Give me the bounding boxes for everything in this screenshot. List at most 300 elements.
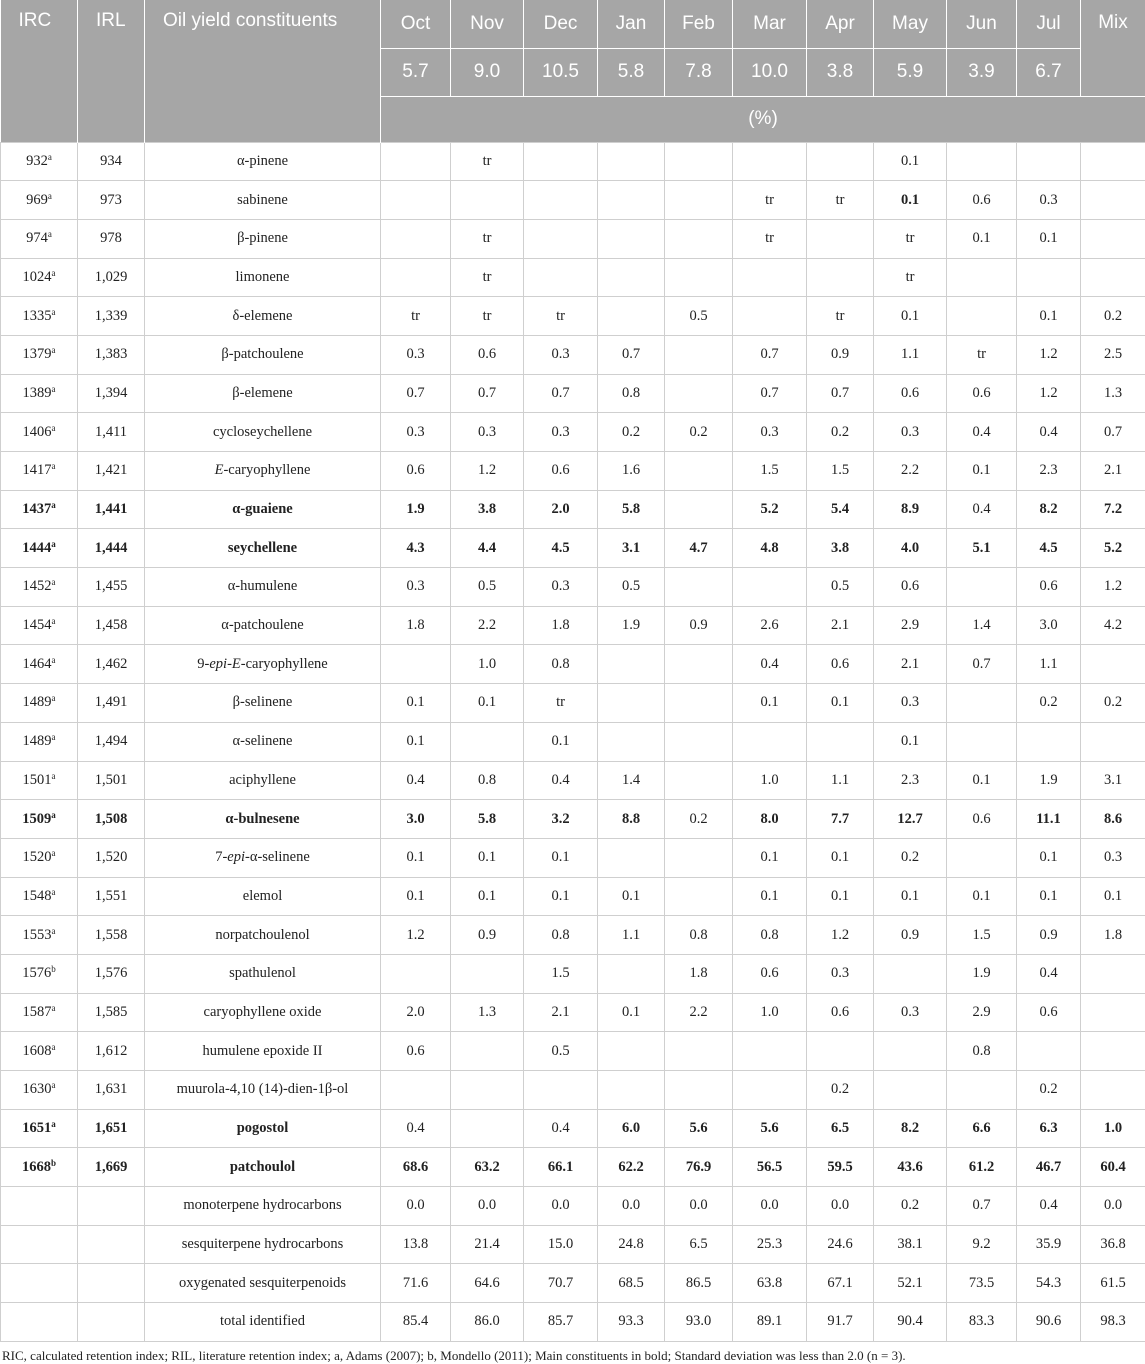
cell-value: 5.6	[733, 1109, 807, 1148]
cell-irl: 1,029	[78, 258, 145, 297]
irc-source-marker: a	[48, 191, 52, 201]
cell-value: 0.2	[665, 800, 733, 839]
cell-value	[451, 722, 524, 761]
cell-constituent: α-bulnesene	[145, 800, 381, 839]
cell-value: 0.6	[947, 374, 1017, 413]
cell-value: 1.4	[598, 761, 665, 800]
cell-value: 0.6	[1017, 993, 1081, 1032]
table-row	[1, 645, 1145, 684]
irc-source-marker: a	[52, 384, 56, 394]
cell-value: 0.1	[947, 877, 1017, 916]
cell-value	[733, 722, 807, 761]
cell-value: 0.7	[947, 1187, 1017, 1226]
cell-value: 86.0	[451, 1303, 524, 1342]
cell-value: 0.1	[381, 877, 451, 916]
cell-irc	[1, 838, 78, 877]
cell-value: 86.5	[665, 1264, 733, 1303]
cell-value: 0.0	[665, 1187, 733, 1226]
cell-value: 8.2	[1017, 490, 1081, 529]
irc-value: 1630	[23, 1081, 52, 1097]
cell-value: 0.5	[451, 568, 524, 607]
irc-value: 1553	[23, 927, 52, 943]
cell-constituent: muurola-4,10 (14)-dien-1β-ol	[145, 1071, 381, 1110]
irc-value: 1509	[22, 811, 51, 827]
cell-irc	[1, 993, 78, 1032]
cell-value: 0.0	[598, 1187, 665, 1226]
cell-irc	[1, 490, 78, 529]
cell-irl: 1,520	[78, 838, 145, 877]
cell-value	[807, 142, 874, 181]
cell-value: 12.7	[874, 800, 947, 839]
table-row	[1, 800, 1145, 839]
cell-value: 0.1	[733, 684, 807, 723]
cell-value: 0.1	[874, 181, 947, 220]
cell-value: tr	[733, 181, 807, 220]
cell-value	[665, 568, 733, 607]
irc-source-marker: a	[48, 229, 52, 239]
cell-value: 71.6	[381, 1264, 451, 1303]
cell-value	[947, 684, 1017, 723]
cell-value: 1.2	[1017, 335, 1081, 374]
cell-value: 73.5	[947, 1264, 1017, 1303]
cell-irl: 1,576	[78, 954, 145, 993]
cell-value: 2.0	[381, 993, 451, 1032]
cell-value	[874, 1071, 947, 1110]
cell-value	[665, 645, 733, 684]
cell-value: 13.8	[381, 1225, 451, 1264]
cell-value: 36.8	[1081, 1225, 1145, 1264]
irc-source-marker: a	[52, 887, 56, 897]
cell-value: 91.7	[807, 1303, 874, 1342]
cell-value: 0.1	[947, 219, 1017, 258]
cell-constituent: β-selinene	[145, 684, 381, 723]
cell-value: 3.0	[381, 800, 451, 839]
cell-irc	[1, 568, 78, 607]
cell-value: 52.1	[874, 1264, 947, 1303]
cell-constituent: cycloseychellene	[145, 413, 381, 452]
cell-value: 0.2	[665, 413, 733, 452]
cell-value: 0.5	[665, 297, 733, 336]
cell-value	[665, 1032, 733, 1071]
header-yield: 10.5	[524, 48, 598, 96]
cell-value: 0.3	[451, 413, 524, 452]
irc-source-marker: a	[51, 500, 56, 510]
cell-value: 0.3	[807, 954, 874, 993]
cell-value: 70.7	[524, 1264, 598, 1303]
cell-value: 38.1	[874, 1225, 947, 1264]
irc-value: 1489	[23, 694, 52, 710]
cell-constituent: α-pinene	[145, 142, 381, 181]
cell-value	[598, 684, 665, 723]
irc-source-marker: a	[52, 693, 56, 703]
cell-irl: 1,383	[78, 335, 145, 374]
cell-irl	[78, 1225, 145, 1264]
cell-value: 7.7	[807, 800, 874, 839]
cell-value: tr	[451, 258, 524, 297]
header-yield: 5.7	[381, 48, 451, 96]
cell-value	[947, 722, 1017, 761]
cell-value: 1.4	[947, 606, 1017, 645]
cell-value	[1081, 645, 1145, 684]
header-month: Nov	[451, 0, 524, 48]
cell-value: 0.4	[524, 1109, 598, 1148]
cell-irl: 1,558	[78, 916, 145, 955]
cell-value	[451, 1109, 524, 1148]
irc-source-marker: a	[52, 616, 56, 626]
cell-value	[665, 142, 733, 181]
cell-value: 66.1	[524, 1148, 598, 1187]
cell-constituent: seychellene	[145, 529, 381, 568]
cell-constituent	[145, 452, 381, 491]
cell-value: 4.5	[1017, 529, 1081, 568]
cell-value: 0.0	[1081, 1187, 1145, 1226]
cell-value: 0.1	[451, 684, 524, 723]
cell-value: 0.6	[947, 181, 1017, 220]
cell-value	[381, 219, 451, 258]
cell-value: 46.7	[1017, 1148, 1081, 1187]
cell-irc	[1, 800, 78, 839]
header-yield: 3.8	[807, 48, 874, 96]
cell-value: 4.8	[733, 529, 807, 568]
cell-value	[807, 1032, 874, 1071]
cell-value: 1.5	[524, 954, 598, 993]
irc-value: 1464	[23, 656, 52, 672]
cell-value: 2.9	[947, 993, 1017, 1032]
cell-value	[598, 1071, 665, 1110]
cell-value: 0.3	[874, 993, 947, 1032]
cell-value: 0.6	[451, 335, 524, 374]
cell-value: 0.1	[874, 722, 947, 761]
cell-value: 0.4	[1017, 413, 1081, 452]
cell-value: 2.6	[733, 606, 807, 645]
cell-irl: 1,494	[78, 722, 145, 761]
irc-source-marker: a	[52, 268, 56, 278]
cell-value: tr	[807, 297, 874, 336]
table-row	[1, 1225, 1145, 1264]
cell-value: 0.1	[874, 297, 947, 336]
irc-value: 1389	[23, 385, 52, 401]
cell-value: tr	[733, 219, 807, 258]
cell-irc	[1, 1264, 78, 1303]
cell-value: 2.1	[1081, 452, 1145, 491]
irc-source-marker: b	[51, 964, 56, 974]
cell-value: 1.5	[947, 916, 1017, 955]
table-row	[1, 1032, 1145, 1071]
cell-constituent: spathulenol	[145, 954, 381, 993]
irc-source-marker: a	[52, 345, 56, 355]
cell-value: 5.2	[1081, 529, 1145, 568]
cell-value: 0.1	[524, 722, 598, 761]
cell-value: 60.4	[1081, 1148, 1145, 1187]
header-yield: 6.7	[1017, 48, 1081, 96]
cell-value	[1081, 258, 1145, 297]
table-row	[1, 297, 1145, 336]
cell-irl: 1,669	[78, 1148, 145, 1187]
table-footnote: RIC, calculated retention index; RIL, literature retention index; a, Adams (2007); b, Mondello (2011); Main constituents in bold; Standard deviation was less than 2.0 (n = 3).	[0, 1342, 1145, 1364]
cell-constituent	[145, 838, 381, 877]
irc-value: 1668	[22, 1159, 51, 1175]
cell-value: 0.2	[1017, 684, 1081, 723]
cell-value: 0.7	[524, 374, 598, 413]
cell-value: 0.2	[874, 838, 947, 877]
cell-value: 0.2	[1081, 684, 1145, 723]
cell-value: 2.3	[1017, 452, 1081, 491]
cell-irc	[1, 374, 78, 413]
cell-value: tr	[381, 297, 451, 336]
cell-value: 0.3	[524, 568, 598, 607]
cell-value: tr	[451, 219, 524, 258]
cell-value: 9.2	[947, 1225, 1017, 1264]
cell-value: 0.3	[1081, 838, 1145, 877]
cell-value: 1.6	[598, 452, 665, 491]
cell-irl: 1,394	[78, 374, 145, 413]
cell-value	[947, 297, 1017, 336]
cell-value	[598, 181, 665, 220]
cell-value	[451, 1071, 524, 1110]
cell-irl: 1,651	[78, 1109, 145, 1148]
cell-value: 0.0	[524, 1187, 598, 1226]
cell-value: 3.8	[451, 490, 524, 529]
cell-value: 1.2	[807, 916, 874, 955]
cell-irc	[1, 606, 78, 645]
cell-value: 5.8	[598, 490, 665, 529]
cell-value: 0.2	[807, 413, 874, 452]
cell-value: 0.1	[733, 877, 807, 916]
header-month: Jan	[598, 0, 665, 48]
cell-value: 0.9	[1017, 916, 1081, 955]
cell-value: 0.1	[451, 838, 524, 877]
cell-value: 2.2	[665, 993, 733, 1032]
cell-value	[665, 219, 733, 258]
table-row	[1, 568, 1145, 607]
cell-value: 8.9	[874, 490, 947, 529]
cell-value: 0.4	[381, 1109, 451, 1148]
cell-value: 0.3	[874, 413, 947, 452]
cell-value	[451, 181, 524, 220]
cell-value	[665, 1071, 733, 1110]
cell-value	[524, 258, 598, 297]
cell-value: 0.1	[874, 877, 947, 916]
cell-value: tr	[524, 684, 598, 723]
header-mix: Mix	[1081, 0, 1145, 96]
cell-value: 98.3	[1081, 1303, 1145, 1342]
table-row	[1, 219, 1145, 258]
cell-value: 1.1	[807, 761, 874, 800]
cell-value: 4.2	[1081, 606, 1145, 645]
cell-value	[733, 297, 807, 336]
cell-value	[665, 181, 733, 220]
cell-value: 0.6	[947, 800, 1017, 839]
constituent-name-part: 7-	[215, 849, 227, 865]
cell-irc	[1, 297, 78, 336]
cell-value: 1.1	[598, 916, 665, 955]
cell-value	[665, 452, 733, 491]
cell-value: 3.1	[598, 529, 665, 568]
irc-value: 974	[26, 230, 48, 246]
cell-value	[451, 954, 524, 993]
cell-value: 8.8	[598, 800, 665, 839]
cell-value: 0.1	[598, 877, 665, 916]
irc-source-marker: a	[52, 926, 56, 936]
cell-value: 0.1	[807, 877, 874, 916]
irc-source-marker: a	[52, 577, 56, 587]
cell-irl: 973	[78, 181, 145, 220]
cell-constituent: α-guaiene	[145, 490, 381, 529]
cell-value: 0.9	[874, 916, 947, 955]
cell-value	[381, 181, 451, 220]
cell-value: 1.9	[1017, 761, 1081, 800]
cell-irl: 1,411	[78, 413, 145, 452]
cell-value: 1.9	[598, 606, 665, 645]
irc-source-marker: a	[52, 732, 56, 742]
cell-value: 0.1	[807, 838, 874, 877]
cell-value: 59.5	[807, 1148, 874, 1187]
cell-value: 0.5	[524, 1032, 598, 1071]
header-constituents: Oil yield constituents	[145, 0, 381, 142]
cell-irl: 1,458	[78, 606, 145, 645]
cell-value: 2.2	[874, 452, 947, 491]
cell-value	[381, 954, 451, 993]
cell-value	[807, 258, 874, 297]
table-body	[1, 142, 1145, 1341]
table-row	[1, 374, 1145, 413]
cell-irl: 1,631	[78, 1071, 145, 1110]
cell-value: 68.6	[381, 1148, 451, 1187]
header-irc: IRC	[1, 0, 78, 142]
cell-value	[665, 335, 733, 374]
header-yield: 9.0	[451, 48, 524, 96]
cell-value: 0.8	[598, 374, 665, 413]
cell-value: 0.3	[381, 335, 451, 374]
header-yield: 10.0	[733, 48, 807, 96]
irc-source-marker: a	[51, 539, 56, 549]
cell-value: 2.5	[1081, 335, 1145, 374]
cell-value	[381, 645, 451, 684]
cell-value: 1.1	[874, 335, 947, 374]
cell-value: 0.5	[598, 568, 665, 607]
constituent-name-part: -caryophyllene	[241, 656, 328, 672]
header-month: Apr	[807, 0, 874, 48]
cell-value: 64.6	[451, 1264, 524, 1303]
cell-value	[947, 568, 1017, 607]
cell-constituent: caryophyllene oxide	[145, 993, 381, 1032]
table-row	[1, 1264, 1145, 1303]
cell-value: 0.2	[807, 1071, 874, 1110]
cell-value: 0.1	[1017, 219, 1081, 258]
cell-constituent: β-elemene	[145, 374, 381, 413]
cell-value: 3.0	[1017, 606, 1081, 645]
irc-source-marker: a	[52, 655, 56, 665]
cell-value: 0.1	[451, 877, 524, 916]
cell-constituent: humulene epoxide II	[145, 1032, 381, 1071]
table-row	[1, 1187, 1145, 1226]
cell-value	[665, 877, 733, 916]
cell-value: 0.4	[947, 413, 1017, 452]
cell-value: 0.0	[451, 1187, 524, 1226]
cell-value: 93.0	[665, 1303, 733, 1342]
cell-value: 1.0	[733, 993, 807, 1032]
irc-value: 1406	[23, 424, 52, 440]
cell-value: 67.1	[807, 1264, 874, 1303]
irc-source-marker: a	[52, 461, 56, 471]
cell-value	[1081, 219, 1145, 258]
cell-value: 1.2	[451, 452, 524, 491]
cell-value: 5.4	[807, 490, 874, 529]
cell-irl: 1,551	[78, 877, 145, 916]
cell-irl: 1,444	[78, 529, 145, 568]
cell-value: 90.6	[1017, 1303, 1081, 1342]
cell-value: tr	[807, 181, 874, 220]
cell-value: 1.1	[1017, 645, 1081, 684]
cell-value: 0.3	[381, 568, 451, 607]
cell-value	[598, 258, 665, 297]
cell-value: 0.2	[598, 413, 665, 452]
cell-value: 0.6	[874, 568, 947, 607]
cell-value	[524, 1071, 598, 1110]
cell-irc	[1, 645, 78, 684]
cell-constituent: β-patchoulene	[145, 335, 381, 374]
cell-value: 61.2	[947, 1148, 1017, 1187]
cell-constituent: limonene	[145, 258, 381, 297]
cell-value: 5.8	[451, 800, 524, 839]
cell-value	[451, 1032, 524, 1071]
cell-irl	[78, 1187, 145, 1226]
cell-constituent: patchoulol	[145, 1148, 381, 1187]
cell-value: 8.2	[874, 1109, 947, 1148]
cell-irl: 1,339	[78, 297, 145, 336]
cell-value: 1.9	[381, 490, 451, 529]
cell-value: 0.8	[733, 916, 807, 955]
cell-constituent: aciphyllene	[145, 761, 381, 800]
table-row	[1, 916, 1145, 955]
cell-value: 5.1	[947, 529, 1017, 568]
cell-value	[665, 722, 733, 761]
header-unit: (%)	[381, 96, 1145, 142]
table-row	[1, 181, 1145, 220]
cell-irc	[1, 335, 78, 374]
header-yield: 3.9	[947, 48, 1017, 96]
cell-irl: 1,501	[78, 761, 145, 800]
cell-value: 3.1	[1081, 761, 1145, 800]
constituent-name-part: -	[227, 656, 232, 672]
cell-value: 1.8	[381, 606, 451, 645]
cell-value: 0.1	[381, 722, 451, 761]
header-month: Oct	[381, 0, 451, 48]
irc-value: 1437	[22, 501, 51, 517]
header-yield: 5.9	[874, 48, 947, 96]
constituent-name-part: -α-selinene	[245, 849, 310, 865]
cell-value	[733, 258, 807, 297]
cell-irc	[1, 529, 78, 568]
constituent-name-part: E	[215, 462, 224, 478]
cell-value	[874, 954, 947, 993]
table-row	[1, 529, 1145, 568]
cell-value: 4.0	[874, 529, 947, 568]
cell-value: 1.8	[665, 954, 733, 993]
cell-value	[947, 258, 1017, 297]
header-month: May	[874, 0, 947, 48]
cell-value	[947, 838, 1017, 877]
cell-value: 90.4	[874, 1303, 947, 1342]
cell-value	[381, 258, 451, 297]
cell-value: 1.9	[947, 954, 1017, 993]
cell-value	[733, 1071, 807, 1110]
cell-irc	[1, 1303, 78, 1342]
cell-value	[1017, 722, 1081, 761]
cell-value	[381, 1071, 451, 1110]
irc-value: 1444	[22, 540, 51, 556]
cell-value: 0.6	[874, 374, 947, 413]
